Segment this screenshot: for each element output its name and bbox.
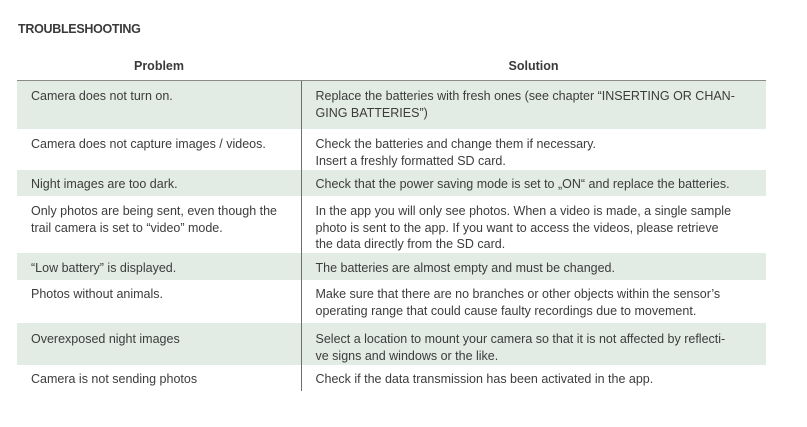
problem-text: Overexposed night images xyxy=(31,332,180,346)
problem-text: Only photos are being sent, even though the xyxy=(31,204,278,218)
problem-cell xyxy=(17,280,301,323)
solution-cell xyxy=(301,365,766,391)
solution-cell xyxy=(301,129,766,170)
solution-text: ve signs and windows or the like. xyxy=(315,348,499,363)
table-row xyxy=(17,81,766,130)
problem-text: trail camera is set to “video” mode. xyxy=(31,220,223,235)
problem-header: Problem xyxy=(17,53,301,81)
problem-text: Camera does not capture images / videos. xyxy=(31,137,266,151)
solution-text: Check that the power saving mode is set to „ON“ and replace the batteries. xyxy=(315,177,730,191)
solution-cell xyxy=(301,196,766,253)
table-row xyxy=(17,129,766,170)
solution-text: Make sure that there are no branches or other objects within the sensor’s xyxy=(315,287,721,301)
solution-text: photo is sent to the app. If you want to access the videos, please retrieve xyxy=(315,220,719,235)
solution-text: Check if the data transmission has been activated in the app. xyxy=(315,372,654,386)
problem-cell xyxy=(17,323,301,365)
solution-text: Insert a freshly formatted SD card. xyxy=(315,153,506,168)
table-row xyxy=(17,365,766,391)
problem-text: Camera is not sending photos xyxy=(31,372,198,386)
table-row xyxy=(17,170,766,196)
section-title: TROUBLESHOOTING xyxy=(18,22,141,36)
problem-cell xyxy=(17,129,301,170)
solution-text: Select a location to mount your camera so that it is not affected by reflecti- xyxy=(315,332,726,346)
solution-text: GING BATTERIES”) xyxy=(315,105,428,120)
troubleshooting-table xyxy=(17,53,766,391)
solution-text: Replace the batteries with fresh ones (see chapter “INSERTING OR CHAN- xyxy=(315,89,735,103)
table-row xyxy=(17,323,766,365)
solution-text: Check the batteries and change them if necessary. xyxy=(315,137,596,151)
problem-text: Camera does not turn on. xyxy=(31,89,173,103)
solution-text: operating range that could cause faulty recordings due to movement. xyxy=(315,303,697,318)
problem-cell xyxy=(17,253,301,280)
header-row xyxy=(17,53,766,81)
table-row xyxy=(17,253,766,280)
solution-cell xyxy=(301,280,766,323)
solution-cell xyxy=(301,81,766,130)
problem-cell xyxy=(17,170,301,196)
table-row xyxy=(17,280,766,323)
solution-text: The batteries are almost empty and must be changed. xyxy=(315,261,615,275)
solution-cell xyxy=(301,170,766,196)
problem-cell xyxy=(17,81,301,130)
problem-text: Night images are too dark. xyxy=(31,177,178,191)
problem-text: “Low battery” is displayed. xyxy=(31,261,177,275)
solution-cell xyxy=(301,253,766,280)
problem-cell xyxy=(17,196,301,253)
problem-cell xyxy=(17,365,301,391)
solution-header: Solution xyxy=(301,53,766,81)
problem-text: Photos without animals. xyxy=(31,287,164,301)
solution-cell xyxy=(301,323,766,365)
solution-text: In the app you will only see photos. When a video is made, a single sample xyxy=(315,204,732,218)
solution-text: the data directly from the SD card. xyxy=(315,237,506,251)
table-row xyxy=(17,196,766,253)
